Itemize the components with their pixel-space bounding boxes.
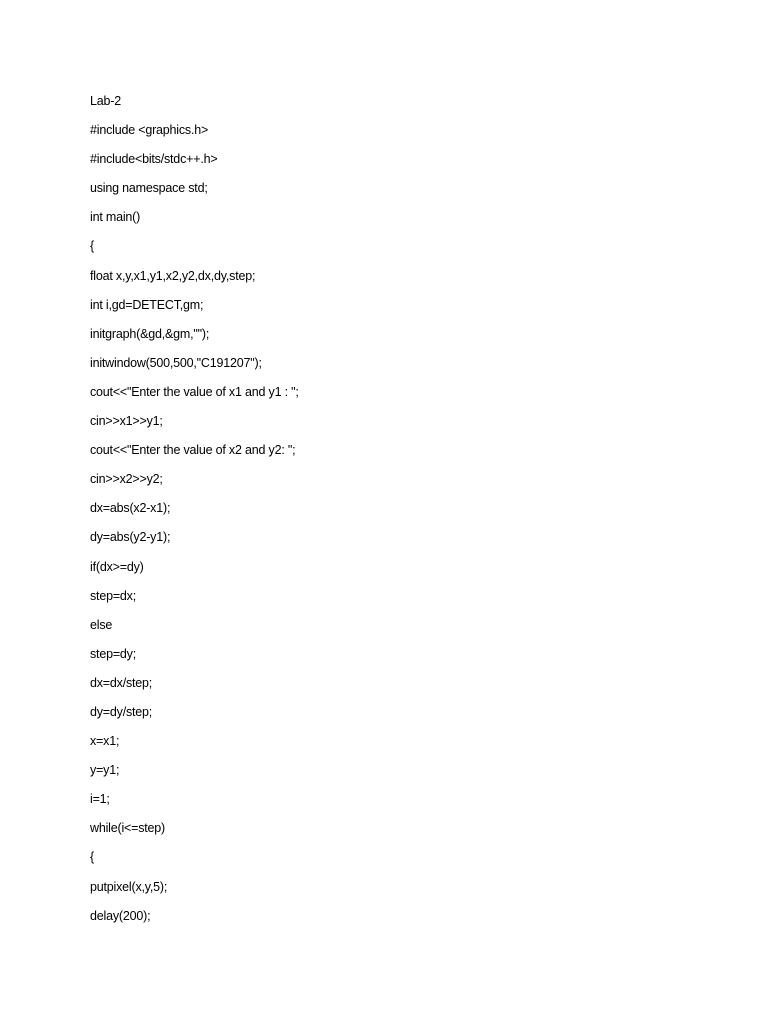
code-line: i=1; — [90, 792, 110, 807]
code-line: using namespace std; — [90, 181, 208, 196]
code-line: putpixel(x,y,5); — [90, 879, 168, 894]
code-line: int i,gd=DETECT,gm; — [90, 297, 204, 312]
code-line: while(i<=step) — [90, 821, 166, 836]
code-line: { — [90, 850, 94, 865]
document-title: Lab-2 — [90, 94, 121, 108]
code-line: int main() — [90, 210, 141, 225]
code-line: dx=abs(x2-x1); — [90, 501, 171, 516]
code-line: cin>>x1>>y1; — [90, 414, 163, 429]
code-line: dy=abs(y2-y1); — [90, 530, 171, 545]
code-line: else — [90, 617, 113, 632]
code-line: dy=dy/step; — [90, 704, 153, 719]
code-line: cin>>x2>>y2; — [90, 472, 163, 487]
code-line: step=dx; — [90, 588, 137, 603]
document-body — [90, 91, 730, 935]
code-line: x=x1; — [90, 734, 120, 749]
code-line: dx=dx/step; — [90, 675, 153, 690]
code-line: { — [90, 239, 94, 254]
code-line: initgraph(&gd,&gm,""); — [90, 326, 210, 341]
code-line: #include <graphics.h> — [90, 123, 209, 138]
code-line: step=dy; — [90, 646, 137, 661]
code-line: if(dx>=dy) — [90, 559, 144, 574]
code-line: cout<<"Enter the value of x1 and y1 : "; — [90, 384, 299, 399]
code-line: initwindow(500,500,"C191207"); — [90, 355, 262, 370]
code-line: delay(200); — [90, 908, 151, 923]
code-line: y=y1; — [90, 763, 120, 778]
code-line: #include<bits/stdc++.h> — [90, 152, 218, 167]
code-line: cout<<"Enter the value of x2 and y2: "; — [90, 443, 296, 458]
code-line: float x,y,x1,y1,x2,y2,dx,dy,step; — [90, 268, 256, 283]
